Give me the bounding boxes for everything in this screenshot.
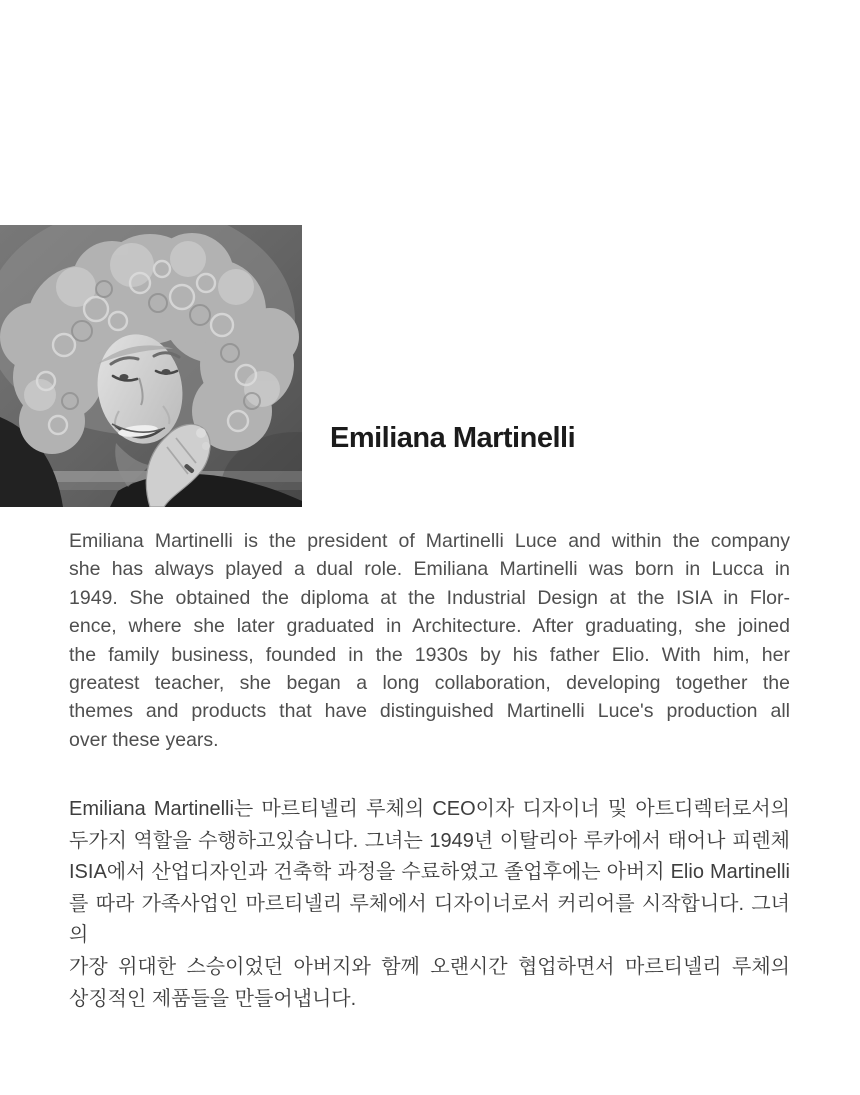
bio-korean-line: Emiliana Martinelli는 마르티넬리 루체의 CEO이자 디자이너 및 아트디렉터로서의	[69, 798, 790, 820]
bio-korean-paragraph	[69, 794, 790, 1015]
bio-english-line: greatest teacher, she began a long collaboration, developing together the	[69, 672, 790, 695]
portrait-photo	[0, 225, 302, 507]
bio-korean-line: 두가지 역할을 수행하고있습니다. 그녀는 1949년 이탈리아 루카에서 태어나 피렌체	[69, 829, 790, 852]
bio-english-paragraph	[69, 527, 790, 754]
bio-english-line: 1949. She obtained the diploma at the Industrial Design at the ISIA in Flor-	[69, 586, 790, 609]
bio-english-line: she has always played a dual role. Emiliana Martinelli was born in Lucca in	[69, 558, 790, 581]
bio-korean-line: 상징적인 제품들을 만들어냅니다.	[69, 987, 357, 1010]
bio-english-line: ence, where she later graduated in Architecture. After graduating, she joined	[69, 615, 790, 638]
portrait-photo-image	[0, 225, 302, 507]
bio-korean-line: ISIA에서 산업디자인과 건축학 과정을 수료하였고 졸업후에는 아버지 Elio Martinelli	[69, 861, 790, 884]
bio-english-line: Emiliana Martinelli is the president of Martinelli Luce and within the company	[69, 530, 790, 552]
person-name-title: Emiliana Martinelli	[330, 422, 576, 454]
bio-english-line: the family business, founded in the 1930s by his father Elio. With him, her	[69, 643, 790, 666]
bio-korean-line: 가장 위대한 스승이었던 아버지와 함께 오랜시간 협업하면서 마르티넬리 루체의	[69, 955, 790, 978]
bio-english-line: over these years.	[69, 728, 219, 751]
bio-english-line: themes and products that have distinguished Martinelli Luce's production all	[69, 700, 790, 723]
bio-korean-line: 를 따라 가족사업인 마르티넬리 루체에서 디자이너로서 커리어를 시작합니다. 그녀의	[69, 892, 790, 947]
